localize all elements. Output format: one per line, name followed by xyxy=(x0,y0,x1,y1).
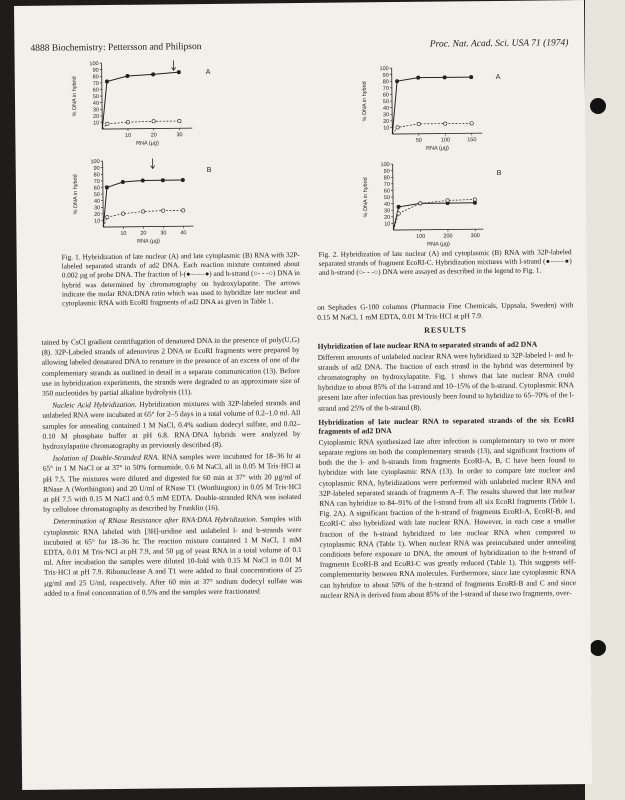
l-strand-series xyxy=(392,77,472,134)
y-tick-label: 60 xyxy=(92,87,99,94)
left-para-1: tained by CsCl gradient centrifugation of denatured DNA in the presence of poly(U,G) (8). 32P-Labeled strands of adenovirus 2 DNA or EcoRI fragments were prepared by allowing labeled denatured DNA to renature in the presence of an excess of one of the complementary strands as outlined in detail in a separate communication (13). Before use in hybridization experiments, the strands were degraded to an approximate size of 350 nucleotides by partial alkaline hydrolysis (11). xyxy=(41,335,300,398)
y-tick-label: 40 xyxy=(383,201,391,208)
l-strand-point xyxy=(469,75,472,78)
y-tick-label: 80 xyxy=(383,175,390,182)
x-axis xyxy=(392,133,482,134)
right-para-0: on Sephadex G-100 columns (Pharmacia Fine Chemicals, Uppsala, Sweden) with 0.15 M NaCl, 1 mM EDTA, 0.01 M Tris·HCl at pH 7.9. xyxy=(317,300,574,323)
y-tick-label: 80 xyxy=(382,79,389,86)
para-title: Nucleic Acid Hybridization. xyxy=(52,399,137,410)
h-strand-point xyxy=(446,199,449,202)
panel-label: B xyxy=(496,169,502,177)
h-strand-point xyxy=(105,215,108,218)
x-tick-label: 50 xyxy=(415,137,422,144)
right-column xyxy=(317,300,576,603)
h-strand-series xyxy=(102,121,179,129)
right-para-2: Cytoplasmic RNA synthesized late after infection is complementary to two or more separate regions on both the complementary strands (13), and significant fractions of both the the l- and h-strands from fragments EcoRI-A, B, C have been found to hybridize with late cytoplasmic RNA (13). In order to compare late nuclear and cytoplasmic RNA, hybridizations were performed with unlabeled nuclear RNA and 32P-labeled separated strands of fragments A–F. The results showed that late nuclear RNA can hybridize to 84–91% of the l-strand from all six EcoRI fragments (Table 1, Fig. 2A). A significant fraction of the h-strand of fragments EcoRI-A, EcoRI-B, and EcoRI-C also hybridized with late nuclear RNA. However, in each case a smaller fraction of the h-strand hybridized to late nuclear RNA when compared to cytoplasmic RNA (Table 1). When nuclear RNA was preincubated under annealing conditions before exposure to DNA, the amount of hybridization to the h-strand of fragments EcoRI-B and EcoRI-C was greatly reduced (Table 1). This suggests self-complementarity between RNA molecules. Furthermore, since late cytoplasmic RNA can hybridize to about 50% of the h-strand of fragments EcoRI-B and C and since nuclear RNA is derived from about 85% of the l-strand of these two fragments, over- xyxy=(318,434,577,600)
figure-2-caption: Fig. 2. Hybridization of late nuclear (A) and cytoplasmic (B) RNA with 32P-labeled separated strands of fragment EcoRI-C. Hybridization mixtures with l-strand (●——●) and h-strand (○- - -○) DNA were assayed as described in the legend to Fig. 1. xyxy=(318,248,572,278)
h-strand-point xyxy=(181,209,184,212)
y-axis-label: % DNA in hybrid xyxy=(71,76,79,117)
h-strand-point xyxy=(178,119,181,122)
y-tick-label: 100 xyxy=(379,66,389,73)
figure-1-caption: Fig. 1. Hybridization of late nuclear (A) and late cytoplasmic (B) RNA with 32P-labeled separated strands of ad2 DNA. Each reaction mixture contained about 0.002 µg of probe DNA. The fraction of l-(●——●) and h-strand (○- - -○) DNA in hybrid was determined by chromatography on hydroxylapatite. The arrows indicate the molar RNA:DNA ratio which was used to hybridize late nuclear and cytoplasmic RNA with EcoRI fragments of ad2 DNA as given in Table 1. xyxy=(61,251,301,308)
y-tick-label: 70 xyxy=(93,178,100,185)
y-tick-label: 90 xyxy=(382,72,389,79)
y-tick-label: 100 xyxy=(380,162,390,169)
y-tick-label: 60 xyxy=(382,92,389,99)
y-tick-label: 20 xyxy=(383,118,390,125)
y-tick-label: 70 xyxy=(382,85,389,92)
y-tick-label: 30 xyxy=(384,208,391,215)
y-tick-label: 70 xyxy=(92,80,99,87)
h-strand-point xyxy=(106,122,109,125)
h-strand-point xyxy=(397,212,400,215)
h-strand-point xyxy=(152,120,155,123)
l-strand-point xyxy=(473,201,476,204)
l-strand-point xyxy=(181,178,184,181)
y-tick-label: 90 xyxy=(92,67,99,74)
l-strand-series xyxy=(393,203,475,230)
figure-1b-chart xyxy=(61,154,252,251)
y-tick-label: 60 xyxy=(93,185,100,192)
subheading-2: Hybridization of late nuclear RNA to separated strands of the six EcoRI fragments of ad2 DNA xyxy=(318,414,575,436)
x-tick-label: 20 xyxy=(140,230,147,237)
para-title: Isolation of Double-Stranded RNA. xyxy=(52,452,160,463)
l-strand-point xyxy=(105,80,108,83)
x-tick-label: 10 xyxy=(124,132,132,139)
para-title: Determination of RNase Resistance after RNA·DNA Hybridization. xyxy=(53,514,258,527)
l-strand-point xyxy=(151,73,154,76)
h-strand-point xyxy=(141,210,144,213)
y-tick-label: 100 xyxy=(90,159,100,166)
x-axis xyxy=(393,229,483,230)
panel-label: B xyxy=(206,166,212,174)
x-axis-label: RNA (µg) xyxy=(137,238,160,245)
y-tick-label: 10 xyxy=(384,221,391,228)
arrow-marker xyxy=(151,159,155,169)
x-tick-label: 100 xyxy=(440,137,450,144)
y-tick-label: 40 xyxy=(93,198,101,205)
y-tick-label: 50 xyxy=(382,99,390,106)
y-axis-label: % DNA in hybrid xyxy=(361,81,369,122)
para-body: Hybridization mixtures with 32P-labeled strands and unlabeled RNA were incubated at 65° for 2–5 days in a total volume of 0.2–1.0 ml. All samples for annealing contained 1 M NaCl, 0.4% sodium dodecyl sulfate, and 0.02–0.10 M phosphate buffer at pH 6.8. RNA·DNA hybrids were analyzed by hydroxylapatite chromatography as previously described (8). xyxy=(42,398,301,451)
figure-1a-chart xyxy=(60,56,251,153)
l-strand-point xyxy=(161,179,164,182)
x-axis-label: RNA (µg) xyxy=(427,241,450,248)
y-tick-label: 10 xyxy=(94,218,101,225)
para-body: Samples with cytoplasmic RNA labeled with [3H]-uridine and unlabeled l- and h-strands were incubated at 65° for 18–36 hr. The reaction mixture contained 1 M NaCl, 1 mM EDTA, 0.01 M Tris·NCl at pH 7.9, and 50 µg of yeast RNA in a total volume of 0.1 ml. After incubation the samples were diluted 10-fold with 0.15 M NaCl in 0.01 M Tris·HCl at pH 7.9. Ribonuclease A and T1 were added to final concentrations of 25 µg/ml and 25 U/ml, respectively. After 60 min at 37° sodium dodecyl sulfate was added to a final concentration of 0.5% and the samples were fractionated xyxy=(43,514,303,598)
y-axis-label: % DNA in hybrid xyxy=(362,177,370,218)
y-tick-label: 40 xyxy=(382,105,390,112)
subheading-1: Hybridization of late nuclear RNA to separated strands of ad2 DNA xyxy=(317,339,538,351)
para-body: RNA samples were incubated for 18–36 hr at 65° in 1 M NaCl or at 37° in 50% formamide, 0.6 M NaCl, all in 0.05 M Tris·HCl at pH 7.5. The mixtures were diluted and digested for 60 min at 37° with 20 µg/ml of RNase A (Worthington) and 20 U/ml of RNase T1 (Worthington) in 0.05 M Tris·HCl at pH 7.5 with 0.15 M NaCl and 0.5 mM EDTA. Double-stranded RNA was isolated by cellulose chromatography as described by Franklin (16). xyxy=(42,451,302,514)
y-tick-label: 90 xyxy=(383,168,390,175)
l-strand-point xyxy=(121,180,124,183)
left-para-3 xyxy=(43,451,302,515)
left-para-2 xyxy=(42,398,301,452)
l-strand-series xyxy=(103,180,183,227)
x-tick-label: 30 xyxy=(160,230,167,237)
y-tick-label: 50 xyxy=(383,195,391,202)
x-tick-label: 30 xyxy=(176,132,183,139)
l-strand-point xyxy=(397,205,400,208)
y-tick-label: 70 xyxy=(383,181,390,188)
l-strand-point xyxy=(177,70,180,73)
l-strand-point xyxy=(417,76,420,79)
x-axis-label: RNA (µg) xyxy=(426,145,449,152)
y-tick-label: 50 xyxy=(92,94,99,101)
right-para-1: Different amounts of unlabeled nuclear RNA were hybridized to 32P-labeled l- and h-strands of ad2 DNA. The fraction of each strand in the hybrid was determined by chromatography on hydroxylapatite. Fig. 1 shows that late nuclear RNA could hybridize to about 85% of the l-strand and 10–15% of the h-strand. Cytoplasmic RNA present late after infection has previously been found to hybridize to 65–70% of the l-strand and 25% of the h-strand (8). xyxy=(317,349,575,413)
x-tick-label: 300 xyxy=(470,233,480,240)
l-strand-point xyxy=(126,74,129,77)
h-strand-point xyxy=(121,212,124,215)
l-strand-series xyxy=(102,72,180,129)
h-strand-point xyxy=(126,120,129,123)
h-strand-series xyxy=(393,199,475,230)
left-column xyxy=(41,335,302,601)
l-strand-point xyxy=(141,179,144,182)
h-strand-series xyxy=(392,123,472,134)
page-header xyxy=(30,38,569,54)
y-tick-label: 80 xyxy=(92,74,99,81)
y-tick-label: 30 xyxy=(93,205,101,212)
x-tick-label: 200 xyxy=(443,233,453,240)
y-tick-label: 20 xyxy=(93,113,100,120)
l-strand-point xyxy=(395,79,398,82)
y-tick-label: 20 xyxy=(384,214,391,221)
panel-label: A xyxy=(495,73,501,81)
h-strand-point xyxy=(161,209,164,212)
x-axis xyxy=(103,226,193,227)
header-right: Proc. Nat. Acad. Sci. USA 71 (1974) xyxy=(429,38,569,50)
h-strand-point xyxy=(396,126,399,129)
x-tick-label: 40 xyxy=(180,230,187,237)
y-tick-label: 20 xyxy=(94,211,101,218)
panel-label: A xyxy=(205,68,211,76)
binder-hole xyxy=(590,98,606,114)
x-tick-label: 150 xyxy=(467,137,477,144)
figure-2b-chart xyxy=(351,156,542,253)
y-tick-label: 100 xyxy=(89,61,99,68)
left-para-4 xyxy=(43,514,302,598)
results-heading: RESULTS xyxy=(423,325,467,336)
y-tick-label: 30 xyxy=(383,112,390,119)
y-tick-label: 90 xyxy=(93,165,100,172)
arrow-marker xyxy=(172,60,176,70)
l-strand-point xyxy=(443,76,446,79)
l-strand-point xyxy=(105,186,108,189)
h-strand-point xyxy=(443,122,446,125)
header-left: 4888 Biochemistry: Pettersson and Philipson xyxy=(30,42,202,54)
y-tick-label: 40 xyxy=(92,100,100,107)
binder-hole xyxy=(590,640,606,656)
x-axis-label: RNA (µg) xyxy=(136,140,159,147)
x-axis xyxy=(102,128,192,129)
h-strand-point xyxy=(470,122,473,125)
h-strand-point xyxy=(419,202,422,205)
x-tick-label: 10 xyxy=(120,230,127,237)
journal-page xyxy=(14,0,592,790)
y-tick-label: 10 xyxy=(93,120,100,127)
y-tick-label: 80 xyxy=(93,172,100,179)
y-tick-label: 50 xyxy=(93,192,101,199)
y-axis-label: % DNA in hybrid xyxy=(72,174,80,215)
x-tick-label: 100 xyxy=(416,233,426,240)
y-tick-label: 30 xyxy=(92,107,100,114)
y-tick-label: 10 xyxy=(383,125,390,132)
x-tick-label: 20 xyxy=(150,132,157,139)
h-strand-point xyxy=(417,122,420,125)
y-tick-label: 60 xyxy=(383,188,390,195)
figure-2a-chart xyxy=(350,60,541,157)
h-strand-point xyxy=(473,198,476,201)
